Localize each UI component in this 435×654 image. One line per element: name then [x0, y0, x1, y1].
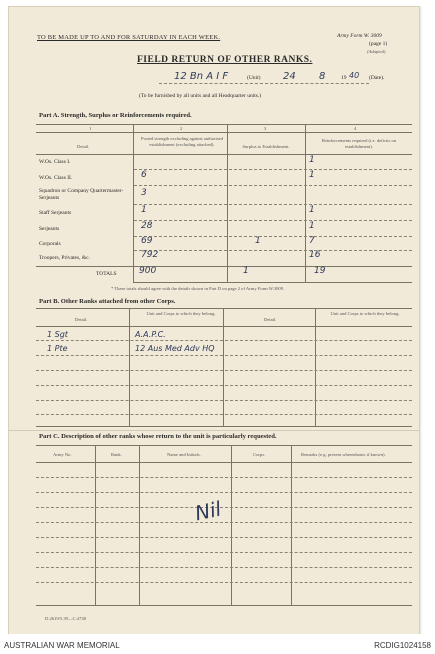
row-line — [134, 185, 412, 186]
row-line — [134, 236, 412, 237]
part-c-bottom-line — [36, 605, 412, 606]
part-b-col-detail-2: Detail. — [264, 317, 277, 322]
col-num-1: 1 — [89, 126, 92, 131]
unit-label: (Unit) — [247, 75, 261, 81]
year-suffix: 40 — [349, 71, 360, 80]
part-a-vline-3 — [305, 124, 306, 282]
part-c-row-line — [36, 552, 412, 553]
part-c-vline-4 — [291, 445, 292, 605]
part-c-col-rank: Rank. — [111, 452, 122, 457]
col-num-3: 3 — [264, 126, 267, 131]
part-c-top-line — [36, 445, 412, 446]
date-day: 24 — [283, 71, 296, 82]
row-detail: Troopers, Privates, &c. — [39, 255, 90, 261]
row-posted: 3 — [141, 188, 147, 198]
watermark-right: RCDIG1024158 — [374, 641, 431, 650]
col-num-4: 4 — [354, 126, 357, 131]
row-detail: W.Os. Class II. — [39, 175, 73, 181]
row-posted: 792 — [141, 250, 159, 260]
part-b-row-line — [36, 370, 412, 371]
totals-top-line — [36, 266, 412, 267]
archive-footer — [0, 634, 435, 654]
part-a-vline-1 — [133, 124, 134, 282]
unit-value: 12 Bn A I F — [174, 71, 229, 82]
totals-bottom-line — [133, 282, 412, 283]
part-c-row-line — [36, 492, 412, 493]
row-posted: 1 — [141, 205, 147, 215]
row-surplus: 1 — [255, 236, 261, 246]
part-b-row-line — [36, 400, 412, 401]
row-posted: 28 — [141, 221, 153, 231]
row-reinf: 1 — [309, 155, 315, 165]
part-c-row-line — [36, 537, 412, 538]
part-b-row-line — [36, 340, 412, 341]
col-num-2: 2 — [180, 126, 183, 131]
row-detail: Squadron or Company Quartermaster-Serjeants — [39, 188, 124, 201]
row-line — [134, 169, 412, 170]
date-month: 8 — [319, 71, 326, 82]
part-b-row-line — [36, 355, 412, 356]
part-b-vline-1 — [129, 308, 130, 426]
part-a-header-line — [36, 154, 412, 155]
totals-label: TOTALS — [96, 271, 117, 277]
part-b-bottom-line — [36, 426, 412, 427]
unit-date-line — [159, 83, 369, 84]
col-surplus-header: Surplus to Establishment. — [242, 144, 290, 149]
part-c-row-line — [36, 567, 412, 568]
part-b-detail: 1 Sgt — [47, 330, 68, 339]
row-reinf: 1 — [309, 205, 315, 215]
row-detail: Corporals — [39, 241, 61, 247]
part-a-top-line — [36, 124, 412, 125]
part-c-row-line — [36, 477, 412, 478]
page-title: FIELD RETURN OF OTHER RANKS. — [137, 55, 313, 65]
watermark-left: AUSTRALIAN WAR MEMORIAL — [4, 641, 120, 650]
row-posted: 69 — [141, 236, 153, 246]
form-page — [8, 6, 420, 636]
part-b-detail: 1 Pte — [47, 344, 68, 353]
row-reinf: 7 — [309, 236, 315, 246]
part-c-col-army-no: Army No. — [53, 452, 72, 457]
page-number: (page 1) — [369, 41, 388, 47]
footer-code: D.2619/5.39—C.4738 — [45, 616, 86, 621]
row-reinf: 1 — [309, 221, 315, 231]
part-b-row-line — [36, 414, 412, 415]
top-instruction: TO BE MADE UP TO AND FOR SATURDAY IN EACH WEEK. — [37, 34, 221, 41]
date-label: (Date). — [369, 75, 385, 81]
row-reinf: 16 — [309, 250, 321, 260]
part-c-col-remarks: Remarks (e.g. present whereabouts if known). — [301, 452, 386, 457]
part-c-vline-1 — [95, 445, 96, 605]
part-b-col-detail-1: Detail. — [75, 317, 88, 322]
totals-posted: 900 — [139, 266, 157, 276]
part-c-col-name: Name and Initials. — [167, 452, 201, 457]
part-c-vline-3 — [231, 445, 232, 605]
part-b-header-line — [36, 326, 412, 327]
row-line — [134, 220, 412, 221]
totals-note: * These totals should agree with the details shown in Part D on page 2 of Army Form W.3009. — [111, 286, 285, 291]
totals-reinf: 19 — [314, 266, 326, 276]
row-line — [134, 204, 412, 205]
part-b-row-line — [36, 385, 412, 386]
row-reinf: 1 — [309, 170, 315, 180]
row-posted: 6 — [141, 170, 147, 180]
col-reinf-header: Reinforcements required (i.e. deficits on establishment). — [321, 138, 397, 149]
part-b-col-unit-1: Unit and Corps to which they belong. — [146, 311, 216, 316]
paper-fold — [9, 430, 419, 431]
part-b-top-line — [36, 308, 412, 309]
part-a-numline — [36, 132, 412, 133]
part-c-heading: Part C. Description of other ranks whose return to the unit is particularly requested. — [39, 433, 277, 440]
part-c-header-line — [36, 462, 412, 463]
part-c-row-line — [36, 522, 412, 523]
row-detail: Serjeants — [39, 226, 60, 232]
part-c-nil-entry: Nil — [192, 496, 224, 526]
part-b-vline-2 — [223, 308, 224, 426]
part-a-heading: Part A. Strength, Surplus or Reinforcements required. — [39, 112, 192, 119]
row-detail: Staff Serjeants — [39, 210, 72, 216]
year-prefix: 19 — [341, 75, 347, 81]
part-b-unit: A.A.P.C. — [135, 330, 166, 339]
furnished-note: (To be furnished by all units and all Headquarter units.) — [139, 93, 262, 99]
part-b-unit: 12 Aus Med Adv HQ — [135, 344, 215, 353]
col-detail-header: Detail. — [77, 144, 90, 149]
part-b-vline-3 — [315, 308, 316, 426]
adapted-note: (Adapted) — [367, 49, 386, 54]
form-id: Army Form W. 3009 — [337, 33, 382, 39]
part-a-vline-2 — [227, 124, 228, 282]
totals-surplus: 1 — [243, 266, 249, 276]
part-c-row-line — [36, 582, 412, 583]
part-c-col-corps: Corps. — [253, 452, 266, 457]
row-detail: W.Os. Class I. — [39, 159, 71, 165]
part-b-heading: Part B. Other Ranks attached from other Corps. — [39, 298, 176, 305]
row-line — [134, 250, 412, 251]
part-c-row-line — [36, 507, 412, 508]
col-posted-header: Posted strength excluding against authorised establishment (excluding attached). — [141, 136, 223, 147]
part-c-vline-2 — [139, 445, 140, 605]
part-b-col-unit-2: Unit and Corps to which they belong. — [330, 311, 400, 316]
